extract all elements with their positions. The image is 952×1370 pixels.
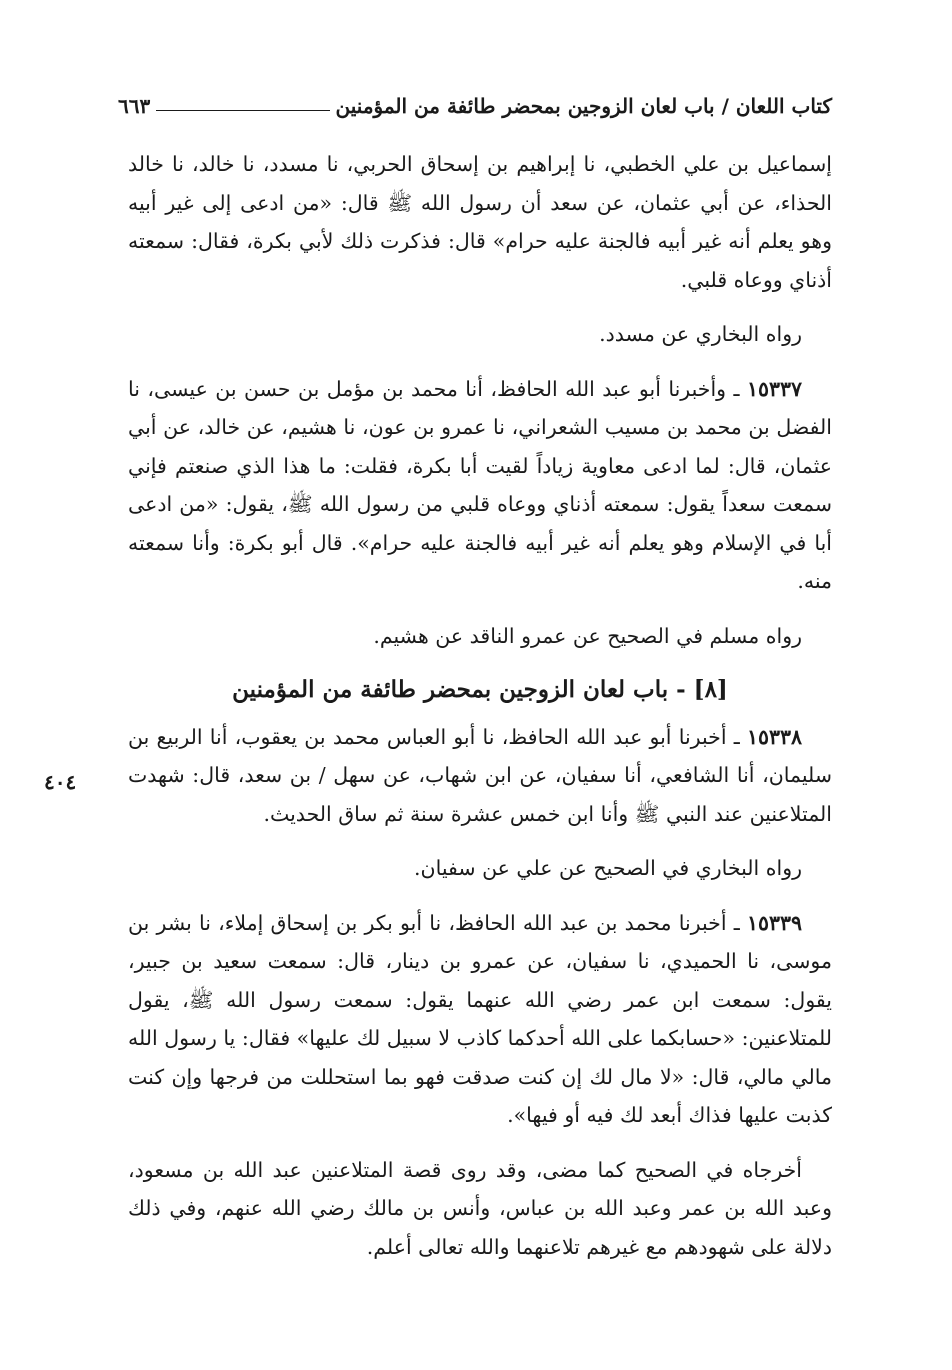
hadith-15339: [128, 904, 832, 1135]
paragraph-attribution: رواه البخاري عن مسدد.: [599, 322, 802, 346]
paragraph-attribution: رواه البخاري في الصحيح عن علي عن سفيان.: [414, 856, 802, 880]
running-header: [118, 88, 832, 118]
hadith-text: ـ أخبرنا محمد بن عبد الله الحافظ، نا أبو بكر بن إسحاق إملاء، نا بشر بن موسى، نا الحميدي، نا سفيان، عن عمرو بن دينار، قال: سمعت سعيد بن جبير، يقول: سمعت ابن عمر رضي الله عنهما يقول: سمعت رسول الله ﷺ، يقول للمتلاعنين: «حسابكما على الله أحدكما كاذب لا سبيل لك عليها» فقال: يا رسول الله مالي مالي، قال: «لا مال لك إن كنت صدقت فهو بما استحللت من فرجها وإن كنت كذبت عليها فذاك أبعد لك فيه أو فيها».: [128, 910, 832, 1127]
page-number: ٦٦٣: [118, 94, 151, 118]
paragraph-continuation: إسماعيل بن علي الخطبي، نا إبراهيم بن إسحاق الحربي، نا مسدد، نا خالد، نا خالد الحذاء، عن أبي عثمان، عن سعد أن رسول الله ﷺ قال: «من ادعى إلى غير أبيه وهو يعلم أنه غير أبيه فالجنة عليه حرام» قال: فذكرت ذلك لأبي بكرة، فقال: سمعته أذناي ووعاه قلبي.: [128, 152, 832, 292]
chapter-heading: [٨] - باب لعان الزوجين بمحضر طائفة من المؤمنين: [232, 676, 728, 703]
hadith-15338: [128, 718, 832, 834]
hadith-15337: [128, 370, 832, 601]
hadith-text: ـ وأخبرنا أبو عبد الله الحافظ، أنا محمد بن مؤمل بن حسن بن عيسى، نا الفضل بن محمد بن مسيب الشعراني، نا عمرو بن عون، نا هشيم، عن خالد، عن أبي عثمان، قال: لما ادعى معاوية زياداً لقيت أبا بكرة، فقلت: ما هذا الذي صنعتم فإني سمعت سعداً يقول: سمعته أذناي ووعاه قلبي من رسول الله ﷺ، يقول: «من ادعى أبا في الإسلام وهو يعلم أنه غير أبيه فالجنة عليه حرام». قال أبو بكرة: وأنا سمعته منه.: [128, 376, 832, 593]
hadith-number: ١٥٣٣٩: [746, 910, 802, 935]
margin-page-reference: ٤٠٤: [44, 770, 77, 794]
header-rule: [156, 110, 329, 111]
page-body: [128, 145, 832, 1266]
header-title: كتاب اللعان / باب لعان الزوجين بمحضر طائفة من المؤمنين: [335, 94, 832, 118]
paragraph-attribution: رواه مسلم في الصحيح عن عمرو الناقد عن هشيم.: [373, 623, 802, 648]
hadith-number: ١٥٣٣٧: [746, 376, 802, 401]
hadith-number: ١٥٣٣٨: [746, 724, 802, 749]
paragraph-conclusion: أخرجاه في الصحيح كما مضى، وقد روى قصة المتلاعنين عبد الله بن مسعود، وعبد الله بن عمر وعبد الله بن عباس، وأنس بن مالك رضي الله عنهم، وفي ذلك دلالة على شهودهم مع غيرهم تلاعنهما والله تعالى أعلم.: [128, 1157, 832, 1259]
hadith-text: ـ أخبرنا أبو عبد الله الحافظ، نا أبو العباس محمد بن يعقوب، أنا الربيع بن سليمان، أنا الشافعي، أنا سفيان، عن ابن شهاب، عن سهل / بن سعد، قال: شهدت المتلاعنين عند النبي ﷺ وأنا ابن خمس عشرة سنة ثم ساق الحديث.: [128, 724, 832, 826]
